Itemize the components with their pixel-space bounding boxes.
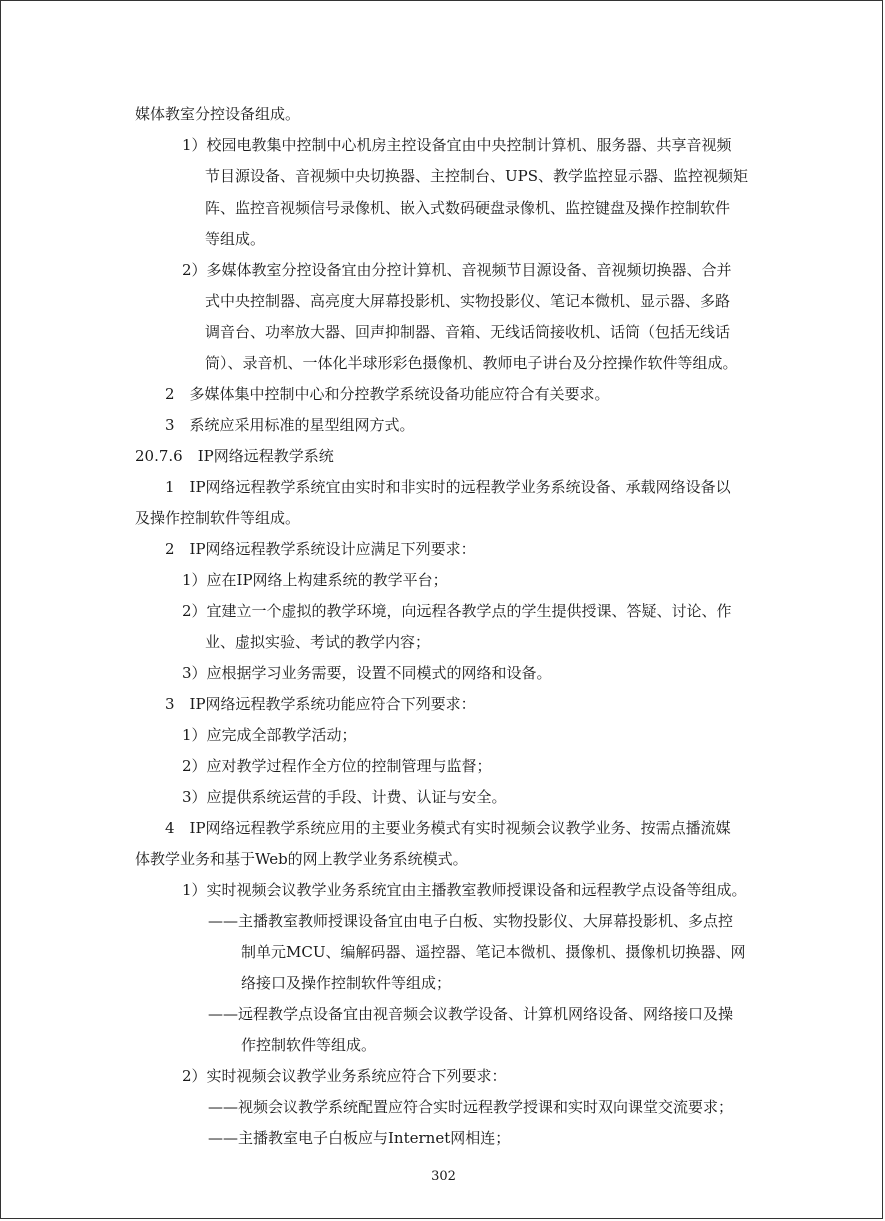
- list-item-1-line: 等组成。: [205, 230, 266, 248]
- list-item: 1）实时视频会议教学业务系统宜由主播教室教师授课设备和远程教学点设备等组成。: [182, 881, 747, 899]
- clause-1: 1 IP网络远程教学系统宜由实时和非实时的远程教学业务系统设备、承载网络设备以: [165, 478, 731, 496]
- list-item-2-line: 调音台、功率放大器、回声抑制器、音箱、无线话筒接收机、话筒（包括无线话: [205, 323, 731, 341]
- dash-item: ——远程教学点设备宜由视音频会议教学设备、计算机网络设备、网络接口及操: [208, 1005, 734, 1023]
- clause-4: 4 IP网络远程教学系统应用的主要业务模式有实时视频会议教学业务、按需点播流媒: [165, 819, 731, 837]
- list-item-1-line: 1）校园电教集中控制中心机房主控设备宜由中央控制计算机、服务器、共享音视频: [182, 136, 732, 154]
- page-number: 302: [431, 1169, 456, 1184]
- list-item: 3）应根据学习业务需要，设置不同模式的网络和设备。: [182, 664, 552, 682]
- clause-2: 2 IP网络远程教学系统设计应满足下列要求：: [165, 540, 476, 558]
- dash-item-continued: 络接口及操作控制软件等组成；: [241, 974, 452, 992]
- dash-item-continued: 作控制软件等组成。: [241, 1036, 377, 1054]
- list-item-1-line: 阵、监控音视频信号录像机、嵌入式数码硬盘录像机、监控键盘及操作控制软件: [205, 199, 731, 217]
- dash-item: ——主播教室电子白板应与Internet网相连；: [208, 1129, 511, 1147]
- section-heading: 20.7.6 IP网络远程教学系统: [135, 447, 334, 465]
- dash-item: ——主播教室教师授课设备宜由电子白板、实物投影仪、大屏幕投影机、多点控: [208, 912, 734, 930]
- list-item-continued: 业、虚拟实验、考试的教学内容；: [205, 633, 431, 651]
- clause-1-continued: 及操作控制软件等组成。: [135, 509, 301, 527]
- text-line: 媒体教室分控设备组成。: [135, 105, 301, 123]
- list-item-2-line: 2）多媒体教室分控设备宜由分控计算机、音视频节目源设备、音视频切换器、合并: [182, 261, 732, 279]
- list-item: 3）应提供系统运营的手段、计费、认证与安全。: [182, 788, 507, 806]
- list-item: 2）宜建立一个虚拟的教学环境，向远程各教学点的学生提供授课、答疑、讨论、作: [182, 602, 732, 620]
- dash-item-continued: 制单元MCU、编解码器、遥控器、笔记本微机、摄像机、摄像机切换器、网: [241, 943, 746, 961]
- list-item-2-line: 式中央控制器、高亮度大屏幕投影机、实物投影仪、笔记本微机、显示器、多路: [205, 292, 731, 310]
- list-item: 1）应完成全部教学活动；: [182, 726, 357, 744]
- clause-4-continued: 体教学业务和基于Web的网上教学业务系统模式。: [135, 850, 468, 868]
- clause-3: 3 系统应采用标准的星型组网方式。: [165, 416, 415, 434]
- list-item-2-line: 筒）、录音机、一体化半球形彩色摄像机、教师电子讲台及分控操作软件等组成。: [205, 354, 738, 372]
- list-item-1-line: 节目源设备、音视频中央切换器、主控制台、UPS、教学监控显示器、监控视频矩: [205, 167, 749, 185]
- list-item: 1）应在IP网络上构建系统的教学平台；: [182, 571, 448, 589]
- list-item: 2）应对教学过程作全方位的控制管理与监督；: [182, 757, 492, 775]
- list-item: 2）实时视频会议教学业务系统应符合下列要求：: [182, 1067, 507, 1085]
- dash-item: ——视频会议教学系统配置应符合实时远程教学授课和实时双向课堂交流要求；: [208, 1098, 734, 1116]
- clause-2: 2 多媒体集中控制中心和分控教学系统设备功能应符合有关要求。: [165, 385, 610, 403]
- clause-3: 3 IP网络远程教学系统功能应符合下列要求：: [165, 695, 476, 713]
